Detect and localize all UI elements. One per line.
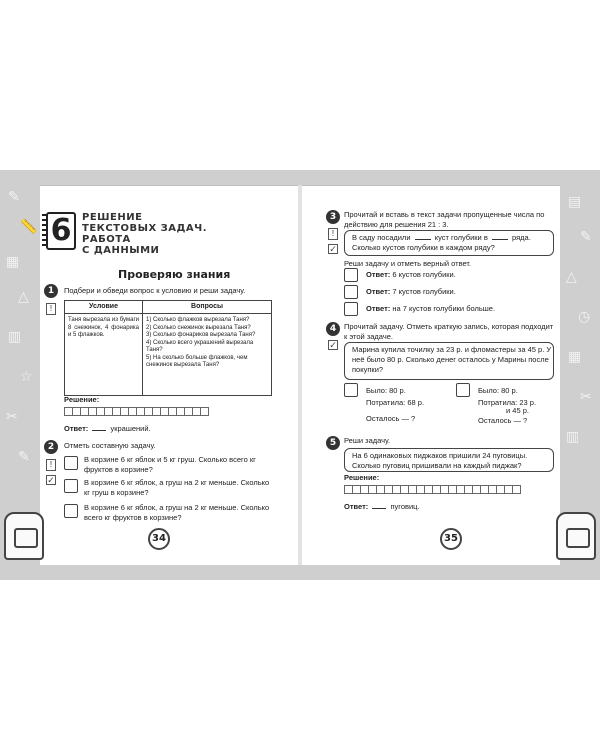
task3-option-label: Ответ:: [366, 270, 391, 279]
task5-answer-unit: пуговиц.: [390, 502, 420, 511]
scissors-icon: ✂: [6, 409, 18, 425]
task3-option: [366, 304, 495, 314]
calculator-icon: ▦: [6, 254, 20, 270]
task5-answer-label: Ответ:: [344, 502, 369, 511]
task3-option-label: Ответ:: [366, 304, 391, 313]
chapter-title: [82, 212, 232, 256]
task4-option-b-checkbox[interactable]: [456, 383, 470, 397]
table-header-questions: Вопросы: [143, 301, 272, 314]
task3-instruction: Прочитай и вставь в текст задачи пропущенные числа по действию для решения 21 : 3.: [344, 210, 545, 229]
task3-problem-text: [352, 233, 552, 253]
task3-option-text: 6 кустов голубики.: [392, 270, 456, 279]
task4-option-b-line: Потратила: 23 р.: [478, 398, 537, 407]
ruler-icon: 📏: [20, 219, 38, 235]
task3-problem-part: ряда. Сколько кустов голубики в каждом ряду?: [352, 233, 531, 252]
chapter-number: 6: [46, 212, 76, 250]
exclamation-icon: !: [46, 303, 56, 315]
task3-blank[interactable]: [415, 233, 431, 240]
task3-blank[interactable]: [492, 233, 508, 240]
task1-solution-label: Решение:: [64, 395, 100, 404]
star-icon: ☆: [20, 369, 33, 385]
task5-problem-text: На 6 одинаковых пиджаков пришили 24 пуговицы. Сколько пуговиц пришивали на каждый пиджак?: [352, 451, 528, 470]
task-number-5: 5: [326, 436, 340, 450]
task4-problem-text: Марина купила точилку за 23 р. и фломастеры за 45 р. У неё было 80 р. Сколько денег осталось у Марины после покупки?: [352, 345, 552, 374]
task1-answer-unit: украшений.: [110, 424, 151, 433]
task2-option-checkbox[interactable]: [64, 479, 78, 493]
task5-answer-line: [344, 502, 420, 512]
task3-option-checkbox[interactable]: [344, 285, 358, 299]
condition-cell: Таня вырезала из бумаги 8 снежинок, 4 фонарика и 5 флажков.: [65, 314, 143, 396]
task1-answer-label: Ответ:: [64, 424, 89, 433]
question-option[interactable]: 4) Сколько всего украшений вырезала Таня?: [146, 339, 254, 353]
task5-instruction: Реши задачу.: [344, 436, 391, 445]
task4-option-a-checkbox[interactable]: [344, 383, 358, 397]
question-option[interactable]: 1) Сколько флажков вырезала Таня?: [146, 317, 250, 323]
task3-option-checkbox[interactable]: [344, 268, 358, 282]
task5-answer-blank[interactable]: [372, 502, 386, 509]
notebook-icon: ▤: [568, 194, 582, 210]
task-number-4: 4: [326, 322, 340, 336]
page-number-right: 35: [440, 528, 462, 550]
task3-option-label: Ответ:: [366, 287, 391, 296]
task3-option-text: на 7 кустов голубики больше.: [392, 304, 496, 313]
task2-option-checkbox[interactable]: [64, 504, 78, 518]
chapter-title-line: РЕШЕНИЕ: [82, 212, 143, 223]
task1-answer-blank[interactable]: [92, 424, 106, 431]
exclamation-icon: !: [46, 459, 56, 471]
page-number-left: 34: [148, 528, 170, 550]
question-option[interactable]: 5) На сколько больше флажков, чем снежинок вырезала Таня?: [146, 354, 248, 368]
task-number-1: 1: [44, 284, 58, 298]
task2-instruction: Отметь составную задачу.: [64, 441, 156, 450]
triangle-icon: △: [18, 289, 29, 305]
task4-option-a-line: Было: 80 р.: [366, 386, 406, 395]
task-number-2: 2: [44, 440, 58, 454]
chapter-title-line: ТЕКСТОВЫХ ЗАДАЧ.: [82, 223, 208, 234]
task5-solution-label: Решение:: [344, 473, 380, 482]
exclamation-icon: !: [328, 228, 338, 240]
checkmark-icon: ✓: [329, 340, 337, 350]
task1-instruction: Подбери и обведи вопрос к условию и реши задачу.: [64, 286, 246, 295]
pencil-icon: ✎: [580, 229, 592, 245]
chapter-title-line: РАБОТА: [82, 234, 131, 245]
checkmark-icon: ✓: [329, 244, 337, 254]
task3-sub-instruction: Реши задачу и отметь верный ответ.: [344, 259, 472, 268]
backpack-icon: [556, 512, 596, 560]
task2-option-checkbox[interactable]: [64, 456, 78, 470]
pencil-icon: ✎: [8, 189, 20, 205]
question-option[interactable]: 2) Сколько снежинок вырезала Таня?: [146, 324, 251, 331]
book-icon: ▥: [8, 329, 22, 345]
task4-option-b-line: и 45 р.: [506, 406, 529, 415]
task4-option-a-line: Осталось — ?: [366, 414, 416, 423]
questions-cell: [143, 314, 272, 396]
section-title: Проверяю знания: [118, 268, 231, 281]
backpack-icon: [4, 512, 44, 560]
condition-questions-table: [64, 300, 272, 396]
triangle-icon: △: [566, 269, 577, 285]
question-option[interactable]: 3) Сколько фонариков вырезала Таня?: [146, 332, 256, 338]
task2-option-text: В корзине 6 кг яблок и 5 кг груш. Сколько всего кг фруктов в корзине?: [84, 455, 256, 474]
calculator-icon: ▦: [568, 349, 582, 365]
task3-option-text: 7 кустов голубики.: [392, 287, 456, 296]
scissors-icon: ✂: [580, 389, 592, 405]
pencil-icon: ✎: [18, 449, 30, 465]
task3-option-checkbox[interactable]: [344, 302, 358, 316]
task4-option-b-line: Осталось — ?: [478, 416, 528, 425]
task5-solution-grid[interactable]: [344, 485, 520, 494]
book-icon: ▥: [566, 429, 580, 445]
checkmark-icon: ✓: [47, 475, 55, 485]
task3-option: [366, 270, 456, 280]
clock-icon: ◷: [578, 309, 591, 325]
task3-option: [366, 287, 456, 297]
task4-option-a-line: Потратила: 68 р.: [366, 398, 425, 407]
task3-problem-part: куст голубики в: [434, 233, 488, 242]
task4-instruction: Прочитай задачу. Отметь краткую запись, которая подходит к этой задаче.: [344, 322, 554, 341]
task-number-3: 3: [326, 210, 340, 224]
task2-option-text: В корзине 6 кг яблок, а груш на 2 кг меньше. Сколько кг груш в корзине?: [84, 478, 270, 497]
table-header-condition: Условие: [65, 301, 143, 314]
task1-solution-grid[interactable]: [64, 407, 208, 416]
task2-option-text: В корзине 6 кг яблок, а груш на 2 кг меньше. Сколько всего кг фруктов в корзине?: [84, 503, 270, 522]
task3-problem-part: В саду посадили: [352, 233, 411, 242]
task4-option-b-line: Было: 80 р.: [478, 386, 518, 395]
task1-answer-line: [64, 424, 151, 434]
chapter-title-line: С ДАННЫМИ: [82, 245, 160, 256]
